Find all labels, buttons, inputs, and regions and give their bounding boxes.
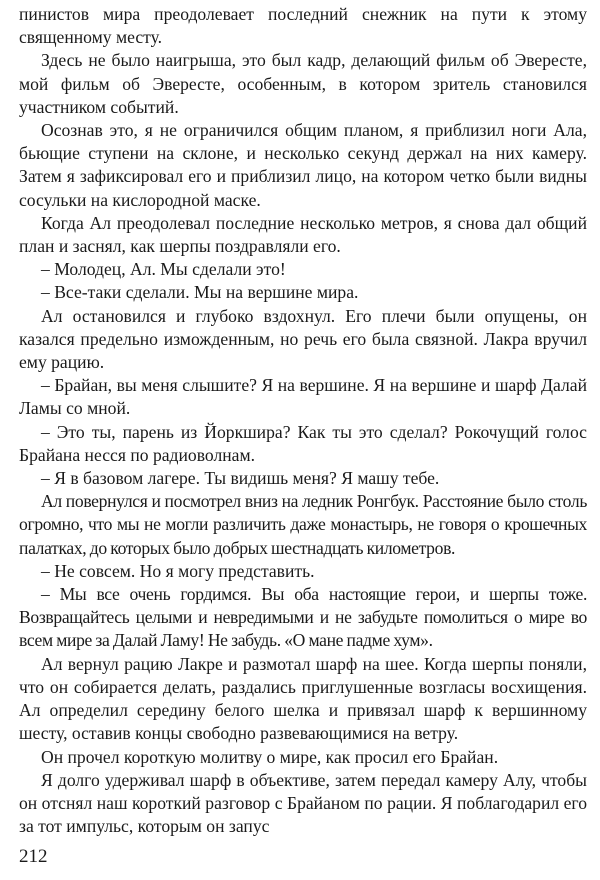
body-text xyxy=(19,3,587,838)
page-number: 212 xyxy=(19,846,48,867)
dialogue-line: – Не совсем. Но я могу представить. xyxy=(41,560,315,581)
dialogue-line: – Молодец, Ал. Мы сделали это! xyxy=(41,259,286,280)
paragraph: Когда Ал преодолевал последние несколько метров, я снова дал общий план и заснял, как шерпы поздравляли его. xyxy=(19,212,587,257)
paragraph: Ал остановился и глубоко вздохнул. Его плечи были опущены, он казался предельно изможденным, но речь его была связной. Лакра вручил ему рацию. xyxy=(19,305,587,373)
paragraph: Я долго удерживал шарф в объективе, затем передал камеру Алу, чтобы он отснял наш короткий разговор с Брайаном по рации. Я поблагодарил его за тот импульс, которым он запус xyxy=(19,769,587,837)
dialogue-line: – Брайан, вы меня слышите? Я на вершине. Я на вершине и шарф Далай Ламы со мной. xyxy=(19,375,587,419)
dialogue-line: – Это ты, парень из Йоркшира? Как ты это сделал? Рокочущий голос Брайана несся по радиоволнам. xyxy=(19,421,587,465)
dialogue-line: – Я в базовом лагере. Ты видишь меня? Я машу тебе. xyxy=(41,468,440,489)
paragraph: Ал повернулся и посмотрел вниз на ледник Ронгбук. Расстояние было столь огромно, что мы не могли различить даже монастырь, не говоря о крошечных палатках, до которых было добрых шестнадцать километров. xyxy=(19,491,587,558)
paragraph: пинистов мира преодолевает последний снежник на пути к этому священному месту. xyxy=(19,4,587,48)
paragraph: Он прочел короткую молитву о мире, как просил его Брайан. xyxy=(41,746,499,767)
paragraph: Ал вернул рацию Лакре и размотал шарф на шее. Когда шерпы поняли, что он собирается делать, раздались приглушенные возгласы восхищения. Ал определил середину белого шелка и привязал шарф к вершинному шесту, оставив концы свободно развевающимися на ветру. xyxy=(19,653,587,744)
paragraph: Здесь не было наигрыша, это был кадр, делающий фильм об Эвересте, мой фильм об Эвересте, особенным, в котором зритель становился участником событий. xyxy=(19,50,587,117)
dialogue-line: – Все-таки сделали. Мы на вершине мира. xyxy=(41,282,359,303)
paragraph: Осознав это, я не ограничился общим планом, я приблизил ноги Ала, бьющие ступени на склоне, и несколько секунд держал на них камеру. Затем я зафиксировал его и приблизил лицо, на котором четко были видны сосульки на кислородной маске. xyxy=(19,120,587,210)
dialogue-line: – Мы все очень гордимся. Вы оба настоящие герои, и шерпы тоже. Возвращайтесь целыми и невредимыми и не забудьте помолиться о мире во всем мире за Далай Ламу! Не забудь. «О мане падме хум». xyxy=(19,584,587,651)
